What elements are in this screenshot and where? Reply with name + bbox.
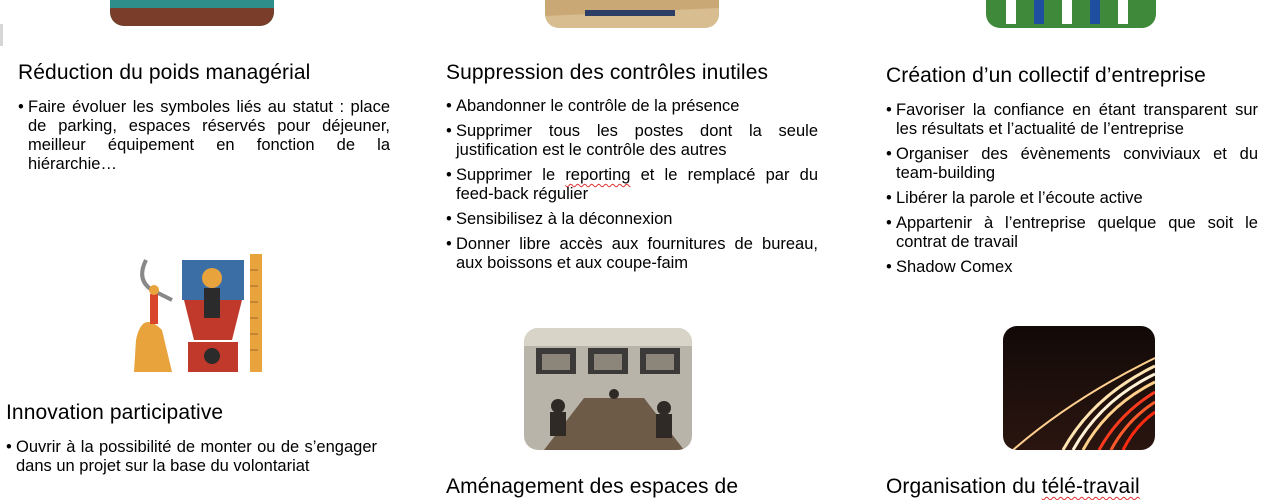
section-list-suppression xyxy=(446,97,818,279)
list-item: • Supprimer tous les postes dont la seule justification est le contrôle des autres xyxy=(446,122,818,160)
section-title-organisation xyxy=(886,475,1140,499)
list-item: • Donner libre accès aux fournitures de bureau, aux boissons et aux coupe-faim xyxy=(446,235,818,273)
section-list-creation xyxy=(886,101,1258,283)
list-item xyxy=(446,166,818,204)
list-item-text: Supprimer le xyxy=(456,166,566,184)
videoconference-room-image xyxy=(524,328,692,450)
list-item: • Shadow Comex xyxy=(886,258,1258,277)
list-item-text: et le remplacé par du feed-back régulier xyxy=(456,166,818,203)
section-title-suppression: Suppression des contrôles inutiles xyxy=(446,61,769,84)
list-item: • Organiser des évènements conviviaux et du team-building xyxy=(886,145,1258,183)
section-title-creation: Création d’un collectif d’entreprise xyxy=(886,64,1206,87)
list-item: • Favoriser la confiance en étant transparent sur les résultats et l’actualité de l’entreprise xyxy=(886,101,1258,139)
section-title-amenagement: Aménagement des espaces de xyxy=(446,475,739,498)
section-list-reduction xyxy=(18,98,390,180)
light-trails-highway-image xyxy=(1003,326,1155,450)
section-title-text: Organisation du xyxy=(886,475,1042,498)
section-title-reduction: Réduction du poids managérial xyxy=(18,61,311,84)
left-edge-marker xyxy=(0,24,3,46)
court-photo-image xyxy=(545,0,719,28)
list-item: • Libérer la parole et l’écoute active xyxy=(886,189,1258,208)
ladder-figures-artwork-image xyxy=(132,250,266,374)
list-item: • Sensibilisez à la déconnexion xyxy=(446,210,818,229)
list-item: • Appartenir à l’entreprise quelque que soit le contrat de travail xyxy=(886,214,1258,252)
misspelled-word: télé-travail xyxy=(1041,475,1140,498)
team-players-image xyxy=(986,0,1156,28)
section-title-innovation: Innovation participative xyxy=(6,401,224,424)
section-list-innovation xyxy=(6,438,377,482)
symbols-artwork-image xyxy=(110,0,274,26)
list-item: • Ouvrir à la possibilité de monter ou de s’engager dans un projet sur la base du volontariat xyxy=(6,438,377,476)
list-item: • Abandonner le contrôle de la présence xyxy=(446,97,818,116)
misspelled-word: reporting xyxy=(565,166,631,184)
list-item: • Faire évoluer les symboles liés au statut : place de parking, espaces réservés pour déjeuner, meilleur équipement en fonction de la hiérarchie… xyxy=(18,98,390,174)
